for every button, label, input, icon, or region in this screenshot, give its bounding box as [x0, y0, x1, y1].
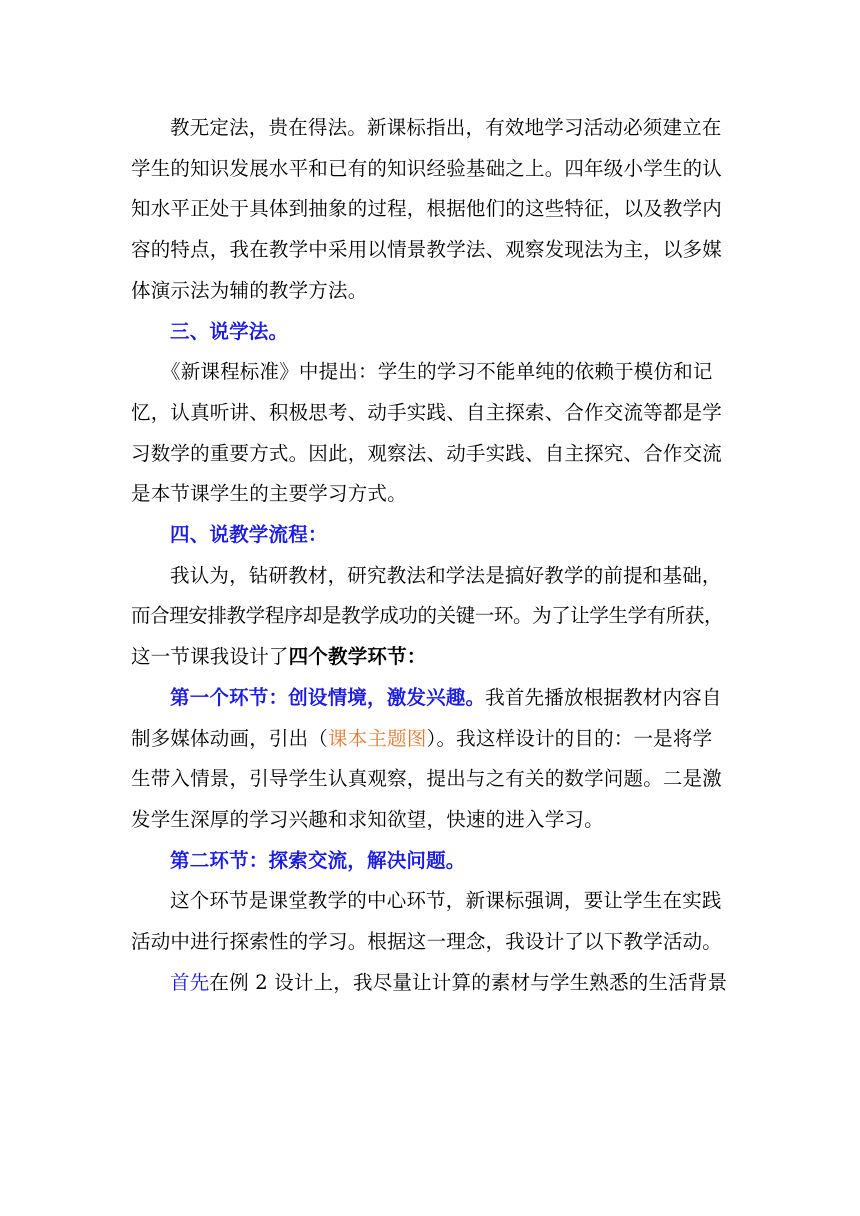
text-line: 容的特点，我在教学中采用以情景教学法、观察发现法为主，以多媒: [131, 238, 723, 262]
text-line: 而合理安排教学程序却是教学成功的关键一环。为了让学生学有所获，: [131, 604, 724, 628]
textbook-theme-image-ref: 课本主题图: [328, 726, 427, 750]
section-heading-learning-method: 三、说学法。: [170, 319, 289, 343]
text-line: 教无定法，贵在得法。新课标指出，有效地学习活动必须建立在: [170, 116, 722, 139]
document-body: [131, 108, 731, 1003]
text-segment: 在例 2 设计上，我尽量让计算的素材与学生熟悉的生活背景: [209, 970, 728, 994]
text-line: [131, 678, 731, 719]
paragraph-step-one: [131, 678, 731, 841]
text-segment: 这一节课我设计了: [131, 645, 289, 669]
paragraph-teaching-method: [131, 108, 731, 312]
paragraph-step-two: [131, 881, 731, 962]
text-line: [131, 719, 731, 760]
text-segment: 我首先播放根据教材内容自: [485, 685, 722, 709]
text-line: 这个环节是课堂教学的中心环节，新课标强调，要让学生在实践: [170, 889, 722, 913]
paragraph-learning-method: [131, 352, 731, 515]
text-line: 我认为，钻研教材，研究教法和学法是搞好教学的前提和基础，: [170, 563, 722, 587]
text-line: 生带入情景，引导学生认真观察，提出与之有关的数学问题。二是激: [131, 767, 723, 791]
text-segment: ）。我这样设计的目的：一是将学: [426, 726, 713, 750]
text-line: 习数学的重要方式。因此，观察法、动手实践、自主探究、合作交流: [131, 441, 723, 465]
text-line: 发学生深厚的学习兴趣和求知欲望，快速的进入学习。: [131, 807, 604, 831]
text-line: 体演示法为辅的教学方法。: [131, 278, 368, 302]
text-segment: 制多媒体动画，引出（: [131, 726, 329, 750]
four-steps-emphasis: 四个教学环节：: [288, 645, 427, 669]
text-line: 《新课程标准》中提出：学生的学习不能单纯的依赖于模仿和记: [161, 360, 713, 384]
text-line: [131, 637, 731, 678]
paragraph-example-two: [131, 963, 731, 1004]
step-two-title: 第二环节：探索交流，解决问题。: [170, 848, 466, 872]
first-step-marker: 首先: [170, 970, 210, 994]
text-line: [131, 963, 731, 1004]
text-line: 忆，认真听讲、积极思考、动手实践、自主探索、合作交流等都是学: [131, 400, 723, 424]
text-line: 学生的知识发展水平和已有的知识经验基础之上。四年级小学生的认: [131, 156, 723, 180]
text-line: 知水平正处于具体到抽象的过程，根据他们的这些特征，以及教学内: [131, 197, 723, 221]
text-line: 活动中进行探索性的学习。根据这一理念，我设计了以下教学活动。: [131, 930, 723, 954]
text-line: 是本节课学生的主要学习方式。: [131, 482, 407, 506]
paragraph-teaching-flow: [131, 556, 731, 678]
step-one-title: 第一个环节：创设情境，激发兴趣。: [170, 685, 486, 709]
section-heading-teaching-flow: 四、说教学流程：: [170, 523, 328, 547]
